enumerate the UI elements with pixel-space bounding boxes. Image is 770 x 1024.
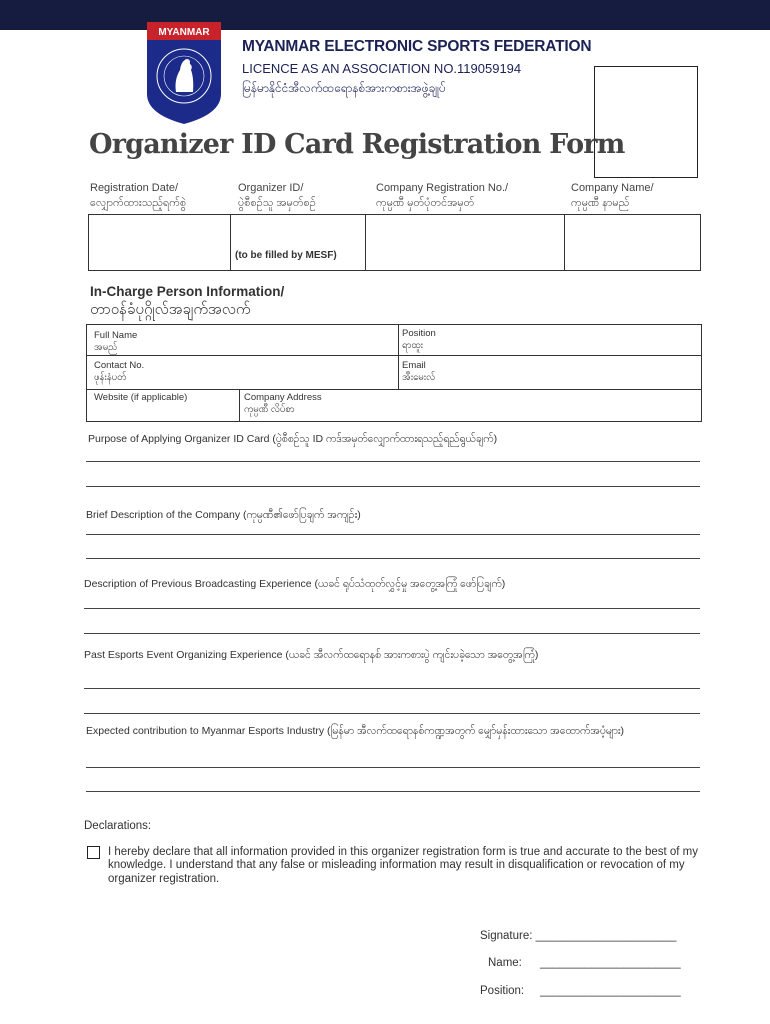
website-field[interactable]: Website (if applicable) (94, 392, 188, 403)
company-name-field[interactable] (564, 215, 700, 270)
company-address-field[interactable]: Company Address ကုမ္ပဏီ လိပ်စာ (244, 392, 322, 415)
signature-label: Signature: (480, 930, 533, 942)
answer-line[interactable] (84, 713, 700, 714)
question-purpose: Purpose of Applying Organizer ID Card (ပွဲစီစဉ်သူ ID ကဒ်အမှတ်လျှောက်ထားရသည့်ရည်ရွယ်ချက်) (88, 433, 498, 445)
declarations-heading: Declarations: (84, 820, 152, 832)
answer-line[interactable] (86, 486, 700, 487)
signature-row[interactable] (480, 930, 676, 942)
org-name: MYANMAR ELECTRONIC SPORTS FEDERATION (242, 38, 592, 55)
answer-line[interactable] (84, 633, 700, 634)
question-esports-experience: Past Esports Event Organizing Experience (ယခင် အီလက်ထရောနစ် အားကစားပွဲ ကျင်းပခဲ့သော အတွေ့အကြုံ) (84, 649, 539, 661)
position-label: Position: (480, 985, 525, 997)
licence-number: LICENCE AS AN ASSOCIATION NO.119059194 (242, 61, 522, 76)
company-name-label: Company Name/ ကုမ္ပဏီ နာမည် (571, 182, 654, 209)
photo-box[interactable] (594, 66, 698, 178)
company-registration-label: Company Registration No./ ကုမ္ပဏီ မှတ်ပုံတင်အမှတ် (376, 182, 509, 209)
answer-line[interactable] (84, 608, 700, 609)
name-line[interactable]: ______________________ (540, 957, 681, 969)
incharge-table (86, 324, 702, 422)
position-line[interactable]: ______________________ (540, 985, 681, 997)
answer-line[interactable] (86, 461, 700, 462)
registration-date-field[interactable] (89, 215, 229, 270)
organizer-id-field (230, 215, 364, 270)
organizer-id-label: Organizer ID/ ပွဲစီစဉ်သူ အမှတ်စဉ် (238, 182, 316, 209)
signature-line[interactable]: ______________________ (535, 930, 677, 942)
answer-line[interactable] (86, 558, 700, 559)
name-label: Name: (488, 957, 522, 969)
full-name-field[interactable]: Full Name အမည် (94, 330, 138, 353)
email-field[interactable]: Email အီးမေးလ် (402, 360, 436, 383)
incharge-title: In-Charge Person Information/ (90, 284, 285, 299)
declaration-text: I hereby declare that all information provided in this organizer registration form is true and accurate to the best of my knowledge. I understand that any false or misleading information may result in disqualification or revocation of my organizer registration. (108, 846, 698, 885)
registration-date-label: Registration Date/ လျှောက်ထားသည့်ရက်စွဲ (90, 182, 187, 209)
contact-field[interactable]: Contact No. ဖုန်းနံပတ် (94, 360, 145, 383)
fill-note: (to be filled by MESF) (235, 250, 337, 261)
answer-line[interactable] (84, 688, 700, 689)
position-field[interactable]: Position ရာထူး (402, 328, 436, 351)
question-company-description: Brief Description of the Company (ကုမ္ပဏီ၏ဖော်ပြချက် အကျဉ်း) (86, 509, 361, 521)
declaration-checkbox[interactable] (87, 846, 100, 859)
logo-text: MYANMAR (158, 27, 210, 38)
incharge-title-myanmar: တာဝန်ခံပုဂ္ဂိုလ်အချက်အလက် (90, 301, 251, 318)
answer-line[interactable] (86, 791, 700, 792)
answer-line[interactable] (86, 767, 700, 768)
answer-line[interactable] (86, 534, 700, 535)
org-name-myanmar: မြန်မာနိုင်ငံအီလက်ထရောနစ်အားကစားအဖွဲ့ချုပ် (242, 81, 446, 95)
question-expected-contribution: Expected contribution to Myanmar Esports Industry (မြန်မာ အီလက်ထရောနစ်ကဏ္ဍအတွက် မျှော်မှန်းထားသော အထောက်အပံ့များ) (86, 725, 625, 737)
company-registration-field[interactable] (365, 215, 563, 270)
question-broadcasting-experience: Description of Previous Broadcasting Experience (ယခင် ရုပ်သံထုတ်လွှင့်မှု အတွေ့အကြုံ ဖော်ပြချက်) (84, 578, 506, 590)
header-bar (0, 0, 770, 30)
federation-logo (147, 22, 221, 124)
page-title: Organizer ID Card Registration Form (89, 129, 625, 160)
